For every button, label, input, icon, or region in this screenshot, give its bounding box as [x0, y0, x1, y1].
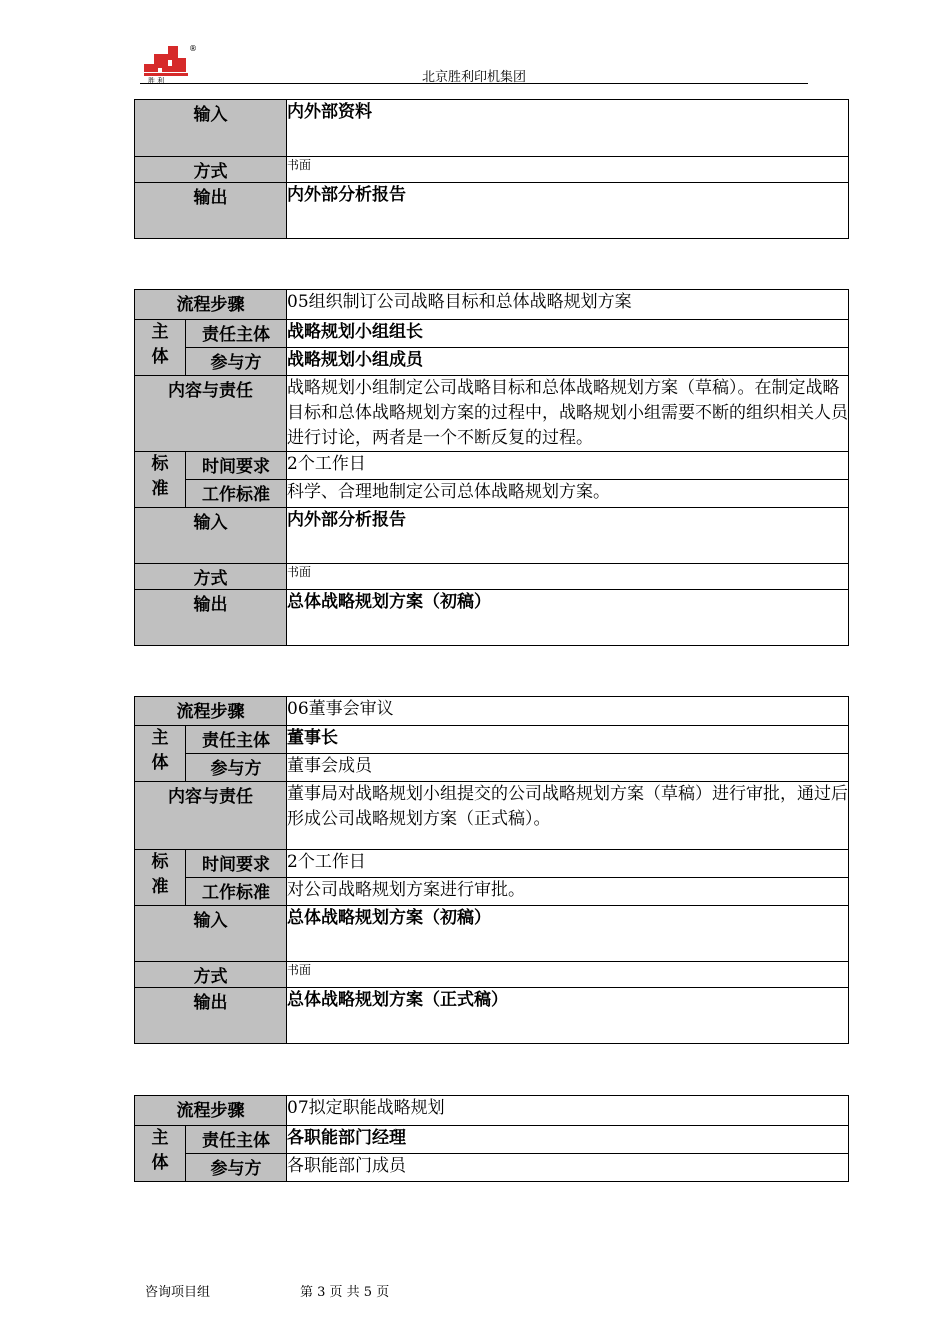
step-value: 07拟定职能战略规划 [287, 1096, 849, 1126]
work-standard-value: 对公司战略规划方案进行审批。 [287, 878, 849, 906]
responsible-value: 董事长 [287, 726, 849, 754]
mode-value: 书面 [287, 157, 849, 183]
time-value: 2个工作日 [287, 452, 849, 480]
responsible-value: 各职能部门经理 [287, 1126, 849, 1154]
input-label: 输入 [135, 508, 287, 564]
time-label: 时间要求 [186, 452, 287, 480]
participant-label: 参与方 [186, 754, 287, 782]
step-table-07 [134, 1095, 849, 1182]
subject-label [135, 320, 186, 376]
logo-text: 胜 利 [148, 77, 165, 85]
subject-text: 主 体 [151, 322, 169, 367]
standard-label [135, 850, 186, 906]
subject-text: 主 体 [151, 728, 169, 773]
step-table-continued [134, 99, 849, 239]
step-label: 流程步骤 [135, 697, 287, 726]
page-header [140, 42, 808, 86]
responsible-label: 责任主体 [186, 320, 287, 348]
responsible-label: 责任主体 [186, 726, 287, 754]
mode-label: 方式 [135, 564, 287, 590]
standard-label [135, 452, 186, 508]
input-label: 输入 [135, 100, 287, 157]
responsible-label: 责任主体 [186, 1126, 287, 1154]
content-value: 战略规划小组制定公司战略目标和总体战略规划方案（草稿）。在制定战略目标和总体战略规划方案的过程中，战略规划小组需要不断的组织相关人员进行讨论，两者是一个不断反复的过程。 [287, 376, 849, 452]
step-table-06 [134, 696, 849, 1044]
input-label: 输入 [135, 906, 287, 962]
participant-label: 参与方 [186, 1154, 287, 1182]
step-label: 流程步骤 [135, 290, 287, 320]
participant-value: 战略规划小组成员 [287, 348, 849, 376]
work-standard-label: 工作标准 [186, 878, 287, 906]
content-label: 内容与责任 [135, 376, 287, 452]
participant-value: 各职能部门成员 [287, 1154, 849, 1182]
subject-label [135, 1126, 186, 1182]
mode-label: 方式 [135, 962, 287, 988]
subject-label [135, 726, 186, 782]
subject-text: 主 体 [151, 1128, 169, 1173]
standard-text: 标 准 [151, 454, 169, 499]
input-value: 内外部分析报告 [287, 508, 849, 564]
participant-value: 董事会成员 [287, 754, 849, 782]
work-standard-label: 工作标准 [186, 480, 287, 508]
output-label: 输出 [135, 590, 287, 646]
time-value: 2个工作日 [287, 850, 849, 878]
standard-text: 标 准 [151, 852, 169, 897]
header-divider [140, 83, 808, 84]
output-value: 内外部分析报告 [287, 183, 849, 239]
input-value: 内外部资料 [287, 100, 849, 157]
output-label: 输出 [135, 988, 287, 1044]
footer-page-number: 第 3 页 共 5 页 [300, 1285, 390, 1300]
footer-group: 咨询项目组 [145, 1285, 211, 1300]
work-standard-value: 科学、合理地制定公司总体战略规划方案。 [287, 480, 849, 508]
mode-label: 方式 [135, 157, 287, 183]
content-label: 内容与责任 [135, 782, 287, 850]
step-value: 05组织制订公司战略目标和总体战略规划方案 [287, 290, 849, 320]
step-label: 流程步骤 [135, 1096, 287, 1126]
output-value: 总体战略规划方案（正式稿） [287, 988, 849, 1044]
company-name: 北京胜利印机集团 [421, 70, 526, 85]
participant-label: 参与方 [186, 348, 287, 376]
output-value: 总体战略规划方案（初稿） [287, 590, 849, 646]
time-label: 时间要求 [186, 850, 287, 878]
step-value: 06董事会审议 [287, 697, 849, 726]
mode-value: 书面 [287, 962, 849, 988]
responsible-value: 战略规划小组组长 [287, 320, 849, 348]
content-value: 董事局对战略规划小组提交的公司战略规划方案（草稿）进行审批，通过后形成公司战略规划方案（正式稿）。 [287, 782, 849, 850]
step-table-05 [134, 289, 849, 646]
input-value: 总体战略规划方案（初稿） [287, 906, 849, 962]
mode-value: 书面 [287, 564, 849, 590]
output-label: 输出 [135, 183, 287, 239]
registered-mark: ® [189, 44, 197, 53]
